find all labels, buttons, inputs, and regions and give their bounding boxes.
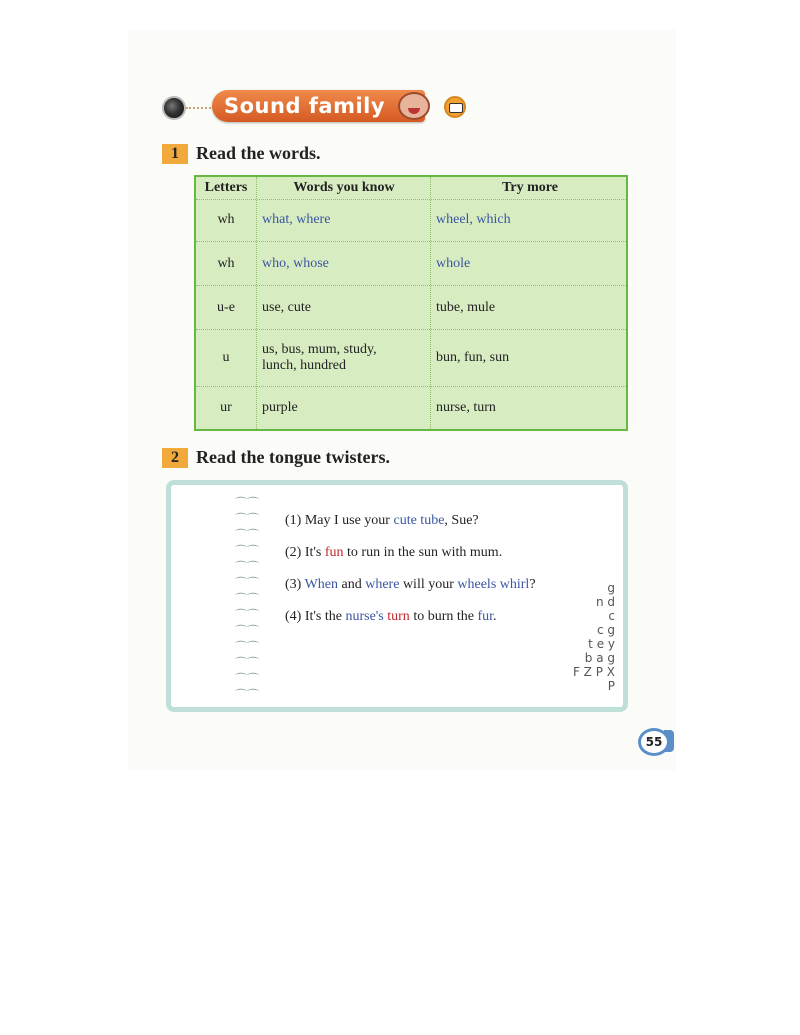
table-row (196, 199, 626, 242)
spiral-binding-icon: ⌒⌒ ⌒⌒ ⌒⌒ ⌒⌒ ⌒⌒ ⌒⌒ ⌒⌒ ⌒⌒ ⌒⌒ ⌒⌒ ⌒⌒ ⌒⌒ ⌒⌒ (235, 496, 260, 702)
child-face-icon (398, 92, 430, 120)
table-row (196, 330, 626, 387)
text: (2) It's (285, 545, 325, 560)
decor-letter: g (607, 581, 615, 595)
section-1-heading (162, 143, 321, 165)
known-words-line: us, bus, mum, study, (262, 342, 377, 357)
tongue-twister-1 (285, 513, 479, 529)
table-row (196, 242, 626, 286)
text: and (338, 577, 366, 592)
page-number: 55 (638, 728, 670, 756)
header-words-you-know: Words you know (293, 180, 395, 195)
text: ? (529, 577, 536, 592)
decor-letter: F Z P X P (572, 665, 615, 693)
scattered-letters-decoration (567, 581, 615, 701)
cell-known-words: what, where (262, 212, 331, 227)
section-header (162, 90, 482, 124)
highlight-word: cute tube (393, 513, 445, 528)
text: (1) May I use your (285, 513, 394, 528)
text: to run in the sun with mum. (343, 545, 503, 560)
known-words-line: lunch, hundred (262, 358, 346, 373)
decor-letter: n d (595, 595, 615, 609)
tongue-twister-notebook (166, 480, 628, 712)
decor-letter: c (608, 609, 615, 623)
highlight-word: fun (324, 545, 344, 560)
cell-letters: wh (217, 212, 235, 227)
highlight-word: When (304, 577, 339, 592)
section-2-title: Read the tongue twisters. (196, 447, 390, 467)
cell-letters: wh (217, 255, 235, 271)
text: (4) It's the (285, 609, 346, 624)
decor-letter: c g (596, 623, 615, 637)
decor-letter: b a g (584, 651, 615, 665)
highlight-word: where (365, 577, 400, 592)
text: . (493, 609, 497, 624)
text: (3) (285, 577, 305, 592)
highlight-word: wheels whirl (457, 577, 530, 592)
highlight-word: fur (477, 609, 494, 624)
decor-letter: t e y (588, 637, 615, 651)
text: , Sue? (444, 513, 479, 528)
cell-letters: ur (220, 400, 232, 415)
speaker-icon[interactable] (162, 96, 186, 120)
table-row (196, 286, 626, 330)
text: to burn the (409, 609, 478, 624)
cell-letters: u (222, 350, 230, 365)
cell-known-words: who, whose (262, 255, 329, 271)
text: will your (399, 577, 458, 592)
tongue-twister-3 (285, 577, 536, 593)
cell-more-words: wheel, which (436, 212, 511, 227)
section-1-title: Read the words. (196, 143, 321, 163)
highlight-word: nurse's (345, 609, 384, 624)
tongue-twister-2 (285, 545, 502, 561)
highlight-word: turn (387, 609, 410, 624)
section-2-number: 2 (162, 448, 188, 468)
dotted-connector (186, 107, 214, 109)
header-try-more: Try more (502, 180, 558, 195)
cell-known-words (258, 330, 426, 386)
title-banner: Sound family (212, 90, 425, 122)
cell-more-words: bun, fun, sun (436, 350, 510, 365)
words-table (194, 175, 628, 431)
table-header-row (196, 177, 626, 200)
cell-known-words: purple (262, 400, 298, 415)
cell-letters: u-e (217, 299, 235, 315)
cassette-icon[interactable] (444, 96, 466, 118)
cell-more-words: nurse, turn (436, 400, 496, 415)
table-row (196, 387, 626, 429)
section-2-heading (162, 447, 390, 469)
cell-known-words: use, cute (262, 299, 311, 315)
cell-more-words: tube, mule (436, 299, 496, 315)
cell-more-words: whole (436, 255, 471, 271)
header-letters: Letters (204, 180, 248, 195)
section-1-number: 1 (162, 144, 188, 164)
tongue-twister-4 (285, 609, 497, 625)
